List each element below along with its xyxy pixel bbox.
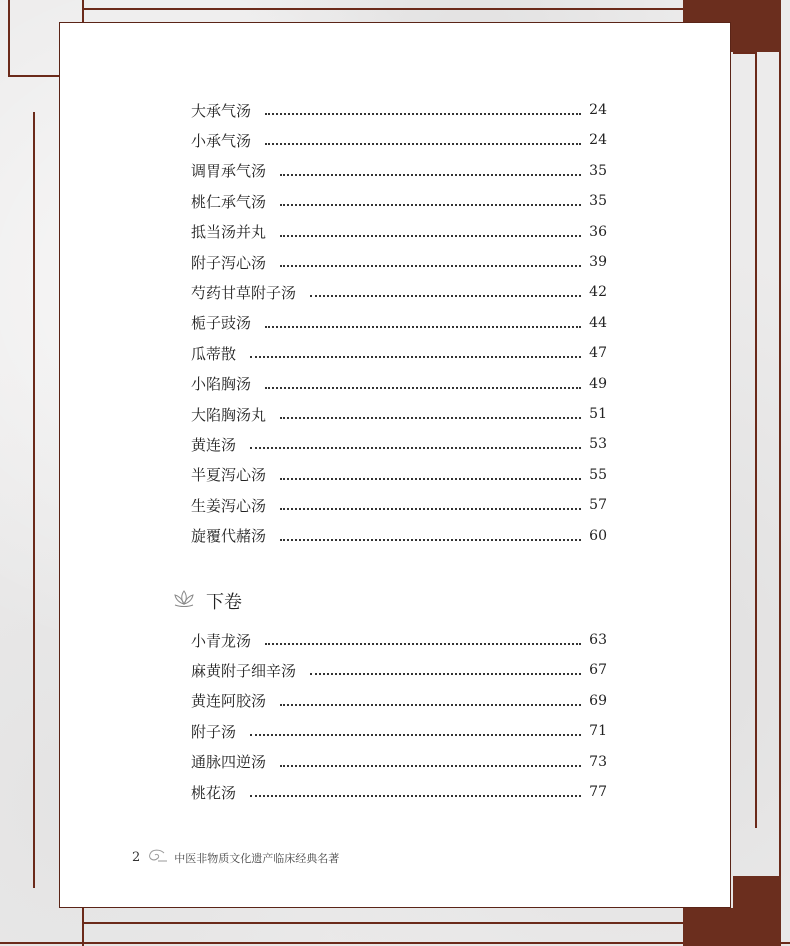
series-title: 中医非物质文化遗产临床经典名著 [174, 851, 340, 865]
toc-entry-title: 麻黄附子细辛汤 [191, 661, 297, 680]
toc-entry-page: 24 [589, 132, 607, 149]
toc-entry [191, 252, 607, 272]
toc-entry-page: 77 [589, 784, 607, 800]
toc-entry [191, 752, 607, 772]
toc-entry-page: 24 [589, 102, 607, 118]
toc-entry [191, 630, 607, 650]
toc-entry-page: 67 [589, 662, 607, 679]
frame-line [82, 922, 742, 924]
toc-entry-page: 69 [589, 692, 607, 709]
toc-entry-title: 大陷胸汤丸 [191, 405, 267, 424]
section-title: 下卷 [206, 592, 242, 613]
toc-entry-page: 42 [589, 284, 607, 301]
toc-entry [191, 404, 607, 424]
toc-entry [191, 191, 607, 211]
frame-line [82, 8, 742, 10]
leader-dots [280, 702, 581, 706]
leader-dots [280, 476, 581, 480]
frame-line [779, 0, 781, 946]
toc-entry-title: 附子汤 [191, 722, 237, 741]
toc-entry-title: 桃仁承气汤 [191, 192, 267, 211]
toc-entry [191, 161, 607, 181]
toc-entry [191, 434, 607, 454]
leader-dots [250, 445, 581, 449]
toc-entry-page: 73 [589, 753, 607, 770]
toc-entry [191, 691, 607, 711]
toc-entry-page: 51 [589, 406, 607, 422]
toc-entry [191, 782, 607, 802]
toc-entry-page: 63 [589, 632, 607, 648]
toc-entry [191, 526, 607, 546]
toc-entry-title: 栀子豉汤 [191, 314, 252, 333]
toc-entry-page: 35 [589, 193, 607, 210]
frame-line [755, 52, 757, 828]
toc-entry-title: 小承气汤 [191, 131, 252, 150]
toc-entry-title: 调胃承气汤 [191, 162, 267, 181]
toc-entry [191, 130, 607, 150]
toc-entry-title: 旋覆代赭汤 [191, 527, 267, 546]
frame-line [0, 942, 790, 944]
toc-entry-page: 47 [589, 345, 607, 362]
toc-entry-title: 半夏泻心汤 [191, 466, 267, 485]
toc-entry-title: 黄连阿胶汤 [191, 692, 267, 711]
leader-dots [280, 263, 581, 267]
toc-entry-page: 55 [589, 466, 607, 483]
corner-block-bottom-right [733, 876, 781, 946]
toc-entry [191, 313, 607, 333]
toc-entry [191, 100, 607, 120]
frame-line [8, 75, 60, 77]
toc-entry-title: 大承气汤 [191, 101, 252, 120]
toc-entry [191, 495, 607, 515]
leader-dots [280, 506, 581, 510]
toc-entry [191, 374, 607, 394]
toc-entry-title: 生姜泻心汤 [191, 496, 267, 515]
toc-entry [191, 282, 607, 302]
frame-line [8, 0, 10, 76]
toc-entry-title: 黄连汤 [191, 435, 237, 454]
toc-entry-title: 瓜蒂散 [191, 344, 237, 363]
leader-dots [265, 324, 581, 328]
toc-entry-title: 桃花汤 [191, 783, 237, 802]
leader-dots [250, 732, 581, 736]
toc-entry-page: 53 [589, 436, 607, 453]
frame-line [33, 112, 35, 888]
corner-block-bottom-right [683, 908, 733, 946]
toc-entry [191, 721, 607, 741]
book-page [59, 22, 731, 908]
frame-line [82, 0, 84, 22]
toc-entry-page: 35 [589, 162, 607, 179]
leader-dots [280, 202, 581, 206]
toc-entry-title: 通脉四逆汤 [191, 753, 267, 772]
toc-entry [191, 465, 607, 485]
section-heading [172, 588, 242, 614]
lotus-icon [172, 590, 196, 613]
leader-dots [250, 354, 581, 358]
leader-dots [280, 763, 581, 767]
toc-entry-title: 附子泻心汤 [191, 253, 267, 272]
leader-dots [310, 293, 581, 297]
leader-dots [265, 111, 581, 115]
toc-entry-page: 49 [589, 375, 607, 392]
leader-dots [280, 172, 581, 176]
toc-entry-page: 57 [589, 497, 607, 514]
leader-dots [280, 415, 581, 419]
toc-entry-page: 39 [589, 254, 607, 270]
leader-dots [265, 385, 581, 389]
toc-entry-title: 抵当汤并丸 [191, 223, 267, 242]
scroll-ornament-icon [146, 849, 168, 866]
leader-dots [310, 671, 581, 675]
toc-entry-page: 60 [589, 527, 607, 544]
page-footer [132, 849, 339, 866]
leader-dots [265, 641, 581, 645]
toc-entry-page: 36 [589, 223, 607, 240]
page-number: 2 [132, 850, 141, 865]
leader-dots [280, 537, 581, 541]
leader-dots [250, 793, 581, 797]
toc-entry-page: 44 [589, 314, 607, 331]
toc-entry-title: 芍药甘草附子汤 [191, 283, 297, 302]
toc-entry [191, 222, 607, 242]
toc-entry [191, 660, 607, 680]
leader-dots [280, 233, 581, 237]
frame-line [733, 52, 757, 54]
leader-dots [265, 141, 581, 145]
toc-entry [191, 343, 607, 363]
toc-entry-title: 小陷胸汤 [191, 375, 252, 394]
toc-entry-title: 小青龙汤 [191, 631, 252, 650]
frame-line [82, 908, 84, 946]
toc-entry-page: 71 [589, 723, 607, 740]
